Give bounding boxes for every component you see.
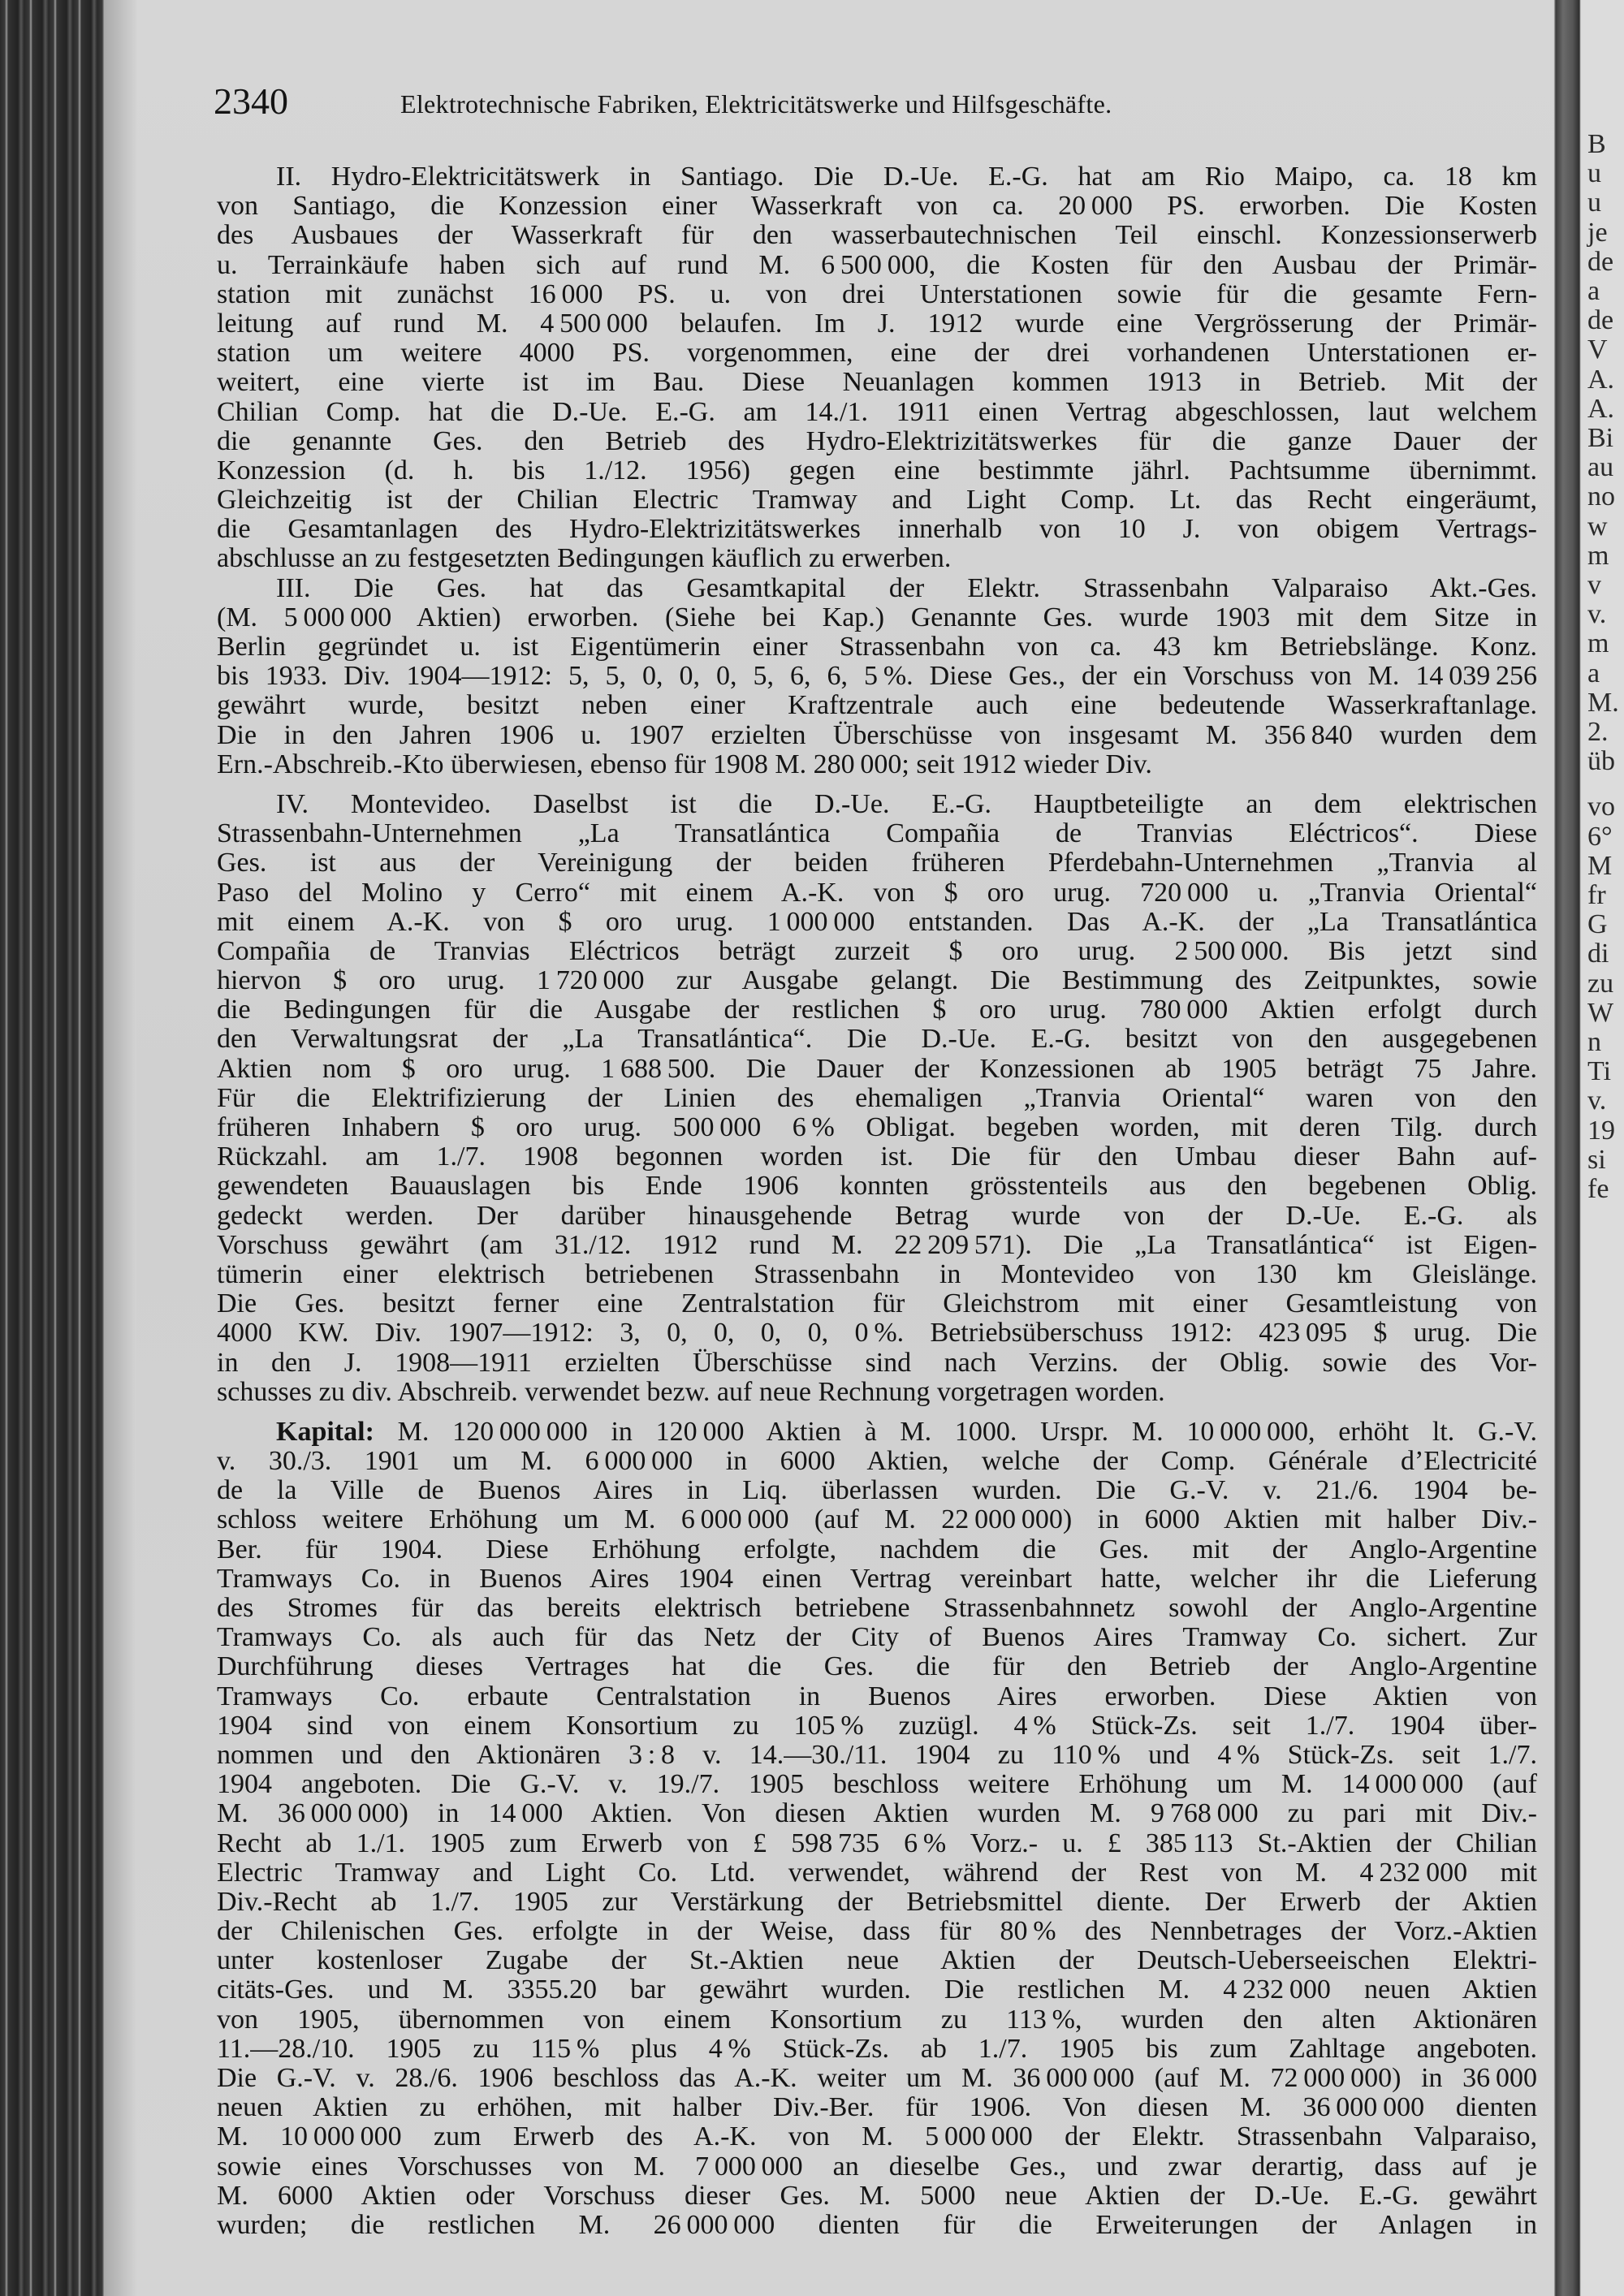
text-line: IV. Montevideo. Daselbst ist die D.-Ue. E.-G. Hauptbeteiligte an dem elektrischen xyxy=(276,789,1537,819)
next-page-fragment: 19 xyxy=(1587,1115,1615,1146)
text-line: III. Die Ges. hat das Gesamtkapital der Elektr. Strassenbahn Valparaiso Akt.-Ges. xyxy=(276,573,1537,603)
text-line: 11.—28./10. 1905 zu 115 % plus 4 % Stück-Zs. ab 1./7. 1905 bis zum Zahltage angeboten. xyxy=(217,2034,1537,2064)
paragraph-montevideo xyxy=(217,790,1537,1407)
text-line: hiervon $ oro urug. 1 720 000 zur Ausgabe gelangt. Die Bestimmung des Zeitpunktes, sowie xyxy=(217,966,1537,996)
text-line: M. 36 000 000) in 14 000 Aktien. Von diesen Aktien wurden M. 9 768 000 zu pari mit Div.- xyxy=(217,1799,1537,1829)
next-page-fragment: au xyxy=(1587,452,1614,483)
next-page-fragment: V xyxy=(1587,334,1608,365)
text-line xyxy=(217,1418,1537,1447)
text-line: de la Ville de Buenos Aires in Liq. überlassen wurden. Die G.-V. v. 21./6. 1904 be- xyxy=(217,1476,1537,1506)
text-line: Vorschuss gewährt (am 31./12. 1912 rund M. 22 209 571). Die „La Transatlántica“ ist Eigen- xyxy=(217,1230,1537,1260)
text-line: tümerin einer elektrisch betriebenen Strassenbahn in Montevideo von 130 km Gleislänge. xyxy=(217,1259,1537,1289)
next-page-fragment: B xyxy=(1587,129,1606,159)
next-page-fragment: zu xyxy=(1587,968,1614,999)
next-page-fragment: 6° xyxy=(1587,821,1613,852)
text-line: Rückzahl. am 1./7. 1908 begonnen worden ist. Die für den Umbau dieser Bahn auf- xyxy=(217,1142,1537,1172)
text-line: M. 10 000 000 zum Erwerb des A.-K. von M. 5 000 000 der Elektr. Strassenbahn Valparaiso, xyxy=(217,2122,1537,2152)
next-page-fragment: no xyxy=(1587,481,1615,512)
text-line: Electric Tramway and Light Co. Ltd. verwendet, während der Rest von M. 4 232 000 mit xyxy=(217,1858,1537,1888)
text-line: von 1905, übernommen von einem Konsortium zu 113 %, wurden den alten Aktionären xyxy=(217,2005,1537,2035)
section-lead: Kapital: xyxy=(276,1417,374,1447)
next-page-fragment: M. xyxy=(1587,687,1619,718)
next-page-fragment: m xyxy=(1587,628,1609,659)
text-line: station um weitere 4000 PS. vorgenommen, eine der drei vorhandenen Unterstationen er- xyxy=(217,339,1537,369)
text-line: 1904 sind von einem Konsortium zu 105 % zuzügl. 4 % Stück-Zs. seit 1./7. 1904 über- xyxy=(217,1711,1537,1741)
text-line: weitert, eine vierte ist im Bau. Diese Neuanlagen kommen 1913 in Betrieb. Mit der xyxy=(217,368,1537,398)
next-page-fragment: üb xyxy=(1587,746,1615,777)
text-line: Die in den Jahren 1906 u. 1907 erzielten Überschüsse von insgesamt M. 356 840 wurden dem xyxy=(217,720,1537,750)
line-text: M. 120 000 000 in 120 000 Aktien à M. 1000. Urspr. M. 10 000 000, erhöht lt. G.-V. xyxy=(397,1417,1537,1447)
text-line: II. Hydro-Elektricitätswerk in Santiago. Die D.-Ue. E.-G. hat am Rio Maipo, ca. 18 km xyxy=(276,162,1537,192)
text-line: Ern.-Abschreib.-Kto überwiesen, ebenso für 1908 M. 280 000; seit 1912 wieder Div. xyxy=(217,749,1152,779)
text-line: Durchführung dieses Vertrages hat die Ges. die für den Betrieb der Anglo-Argentine xyxy=(217,1652,1537,1682)
text-line: unter kostenloser Zugabe der St.-Aktien neue Aktien der Deutsch-Ueberseeischen Elektri- xyxy=(217,1946,1537,1976)
book-edge-left xyxy=(0,0,104,2296)
next-page-fragment: M xyxy=(1587,850,1613,881)
paragraph-valparaiso xyxy=(217,574,1537,779)
text-line: (M. 5 000 000 Aktien) erworben. (Siehe bei Kap.) Genannte Ges. wurde 1903 mit dem Sitze in xyxy=(217,602,1537,632)
text-line: den Verwaltungsrat der „La Transatlántica“. Die D.-Ue. E.-G. besitzt von den ausgegebenen xyxy=(217,1025,1537,1055)
next-page-fragment: je xyxy=(1587,217,1608,248)
text-line: der Chilenischen Ges. erfolgte in der Weise, dass für 80 % des Nennbetrages der Vorz.-Aktien xyxy=(217,1917,1537,1947)
text-line: Paso del Molino y Cerro“ mit einem A.-K. von $ oro urug. 720 000 u. „Tranvia Oriental“ xyxy=(217,878,1537,908)
page-number: 2340 xyxy=(214,80,288,122)
text-line: in den J. 1908—1911 erzielten Überschüsse sind nach Verzins. der Oblig. sowie des Vor- xyxy=(217,1348,1537,1378)
next-page-fragment: G xyxy=(1587,909,1608,940)
running-title: Elektrotechnische Fabriken, Elektricitätswerke und Hilfsgeschäfte. xyxy=(400,89,1112,119)
text-line: schloss weitere Erhöhung um M. 6 000 000 (auf M. 22 000 000) in 6000 Aktien mit halber Div.- xyxy=(217,1505,1537,1535)
text-line: 1904 angeboten. Die G.-V. v. 19./7. 1905 beschloss weitere Erhöhung um M. 14 000 000 (auf xyxy=(217,1770,1537,1800)
next-page-fragment: de xyxy=(1587,305,1614,336)
text-line: Tramways Co. als auch für das Netz der City of Buenos Aires Tramway Co. sichert. Zur xyxy=(217,1623,1537,1653)
text-line: die Gesamtanlagen des Hydro-Elektrizitätswerkes innerhalb von 10 J. von obigem Vertrags- xyxy=(217,515,1537,545)
text-line: von Santiago, die Konzession einer Wasserkraft von ca. 20 000 PS. erworben. Die Kosten xyxy=(217,192,1537,222)
text-column xyxy=(217,162,1537,2240)
next-page-fragment: a xyxy=(1587,658,1600,688)
next-page-fragment: Bi xyxy=(1587,423,1614,453)
text-line: citäts-Ges. und M. 3355.20 bar gewährt wurden. Die restlichen M. 4 232 000 neuen Aktien xyxy=(217,1975,1537,2005)
text-line: leitung auf rund M. 4 500 000 belaufen. Im J. 1912 wurde eine Vergrösserung der Primär- xyxy=(217,309,1537,339)
text-line: bis 1933. Div. 1904—1912: 5, 5, 0, 0, 0, 5, 6, 6, 5 %. Diese Ges., der ein Vorschuss von M. 14 039 256 xyxy=(217,662,1537,692)
text-line: schusses zu div. Abschreib. verwendet bezw. auf neue Rechnung vorgetragen worden. xyxy=(217,1377,1165,1407)
text-line: Die G.-V. v. 28./6. 1906 beschloss das A.-K. weiter um M. 36 000 000 (auf M. 72 000 000) in 36 000 xyxy=(217,2064,1537,2093)
next-page-fragment: si xyxy=(1587,1144,1606,1175)
text-line: gedeckt werden. Der darüber hinausgehende Betrag wurde von der D.-Ue. E.-G. als xyxy=(217,1201,1537,1231)
next-page-fragment: 2. xyxy=(1587,717,1609,747)
text-line: Div.-Recht ab 1./7. 1905 zur Verstärkung der Betriebsmittel diente. Der Erwerb der Aktien xyxy=(217,1887,1537,1917)
text-line: Gleichzeitig ist der Chilian Electric Tramway and Light Comp. Lt. das Recht eingeräumt, xyxy=(217,486,1537,516)
next-page-fragment: fr xyxy=(1587,880,1606,910)
next-page-fragment: v. xyxy=(1587,599,1607,630)
paragraph-kapital xyxy=(217,1418,1537,2240)
text-line: des Stromes für das bereits elektrisch betriebene Strassenbahnnetz sowohl der Anglo-Argentine xyxy=(217,1594,1537,1623)
text-line: gewendeten Bauauslagen bis Ende 1906 konnten grösstenteils aus den begebenen Oblig. xyxy=(217,1172,1537,1202)
book-binding xyxy=(1553,0,1581,2296)
next-page-fragment: de xyxy=(1587,246,1614,277)
text-line: u. Terrainkäufe haben sich auf rund M. 6 500 000, die Kosten für den Ausbau der Primär- xyxy=(217,250,1537,280)
text-line: mit einem A.-K. von $ oro urug. 1 000 000 entstanden. Das A.-K. der „La Transatlántica xyxy=(217,907,1537,937)
text-line: nommen und den Aktionären 3 : 8 v. 14.—30./11. 1904 zu 110 % und 4 % Stück-Zs. seit 1./7. xyxy=(217,1740,1537,1770)
text-line: Die Ges. besitzt ferner eine Zentralstation für Gleichstrom mit einer Gesamtleistung von xyxy=(217,1289,1537,1319)
text-line: früheren Inhabern $ oro urug. 500 000 6 % Obligat. begeben worden, mit deren Tilg. durch xyxy=(217,1113,1537,1142)
text-line: 4000 KW. Div. 1907—1912: 3, 0, 0, 0, 0, 0 %. Betriebsüberschuss 1912: 423 095 $ urug. Die xyxy=(217,1318,1537,1349)
text-line: die Bedingungen für die Ausgabe der restlichen $ oro urug. 780 000 Aktien erfolgt durch xyxy=(217,995,1537,1025)
next-page-fragment: A. xyxy=(1587,393,1615,424)
text-line: Berlin gegründet u. ist Eigentümerin einer Strassenbahn von ca. 43 km Betriebslänge. Konz. xyxy=(217,632,1537,662)
next-page-fragment: a xyxy=(1587,276,1600,306)
paragraph-hydro-santiago xyxy=(217,162,1537,574)
text-line: sowie eines Vorschusses von M. 7 000 000 an dieselbe Ges., und zwar derartig, dass auf je xyxy=(217,2151,1537,2182)
next-page-strip xyxy=(1581,0,1624,2296)
next-page-fragment: W xyxy=(1587,997,1614,1028)
next-page-fragment: fe xyxy=(1587,1174,1609,1204)
text-line: Aktien nom $ oro urug. 1 688 500. Die Dauer der Konzessionen ab 1905 beträgt 75 Jahre. xyxy=(217,1054,1537,1084)
next-page-fragment: v xyxy=(1587,570,1601,600)
text-line: Strassenbahn-Unternehmen „La Transatlántica Compañia de Tranvias Eléctricos“. Diese xyxy=(217,819,1537,849)
text-line: neuen Aktien zu erhöhen, mit halber Div.-Ber. für 1906. Von diesen M. 36 000 000 dienten xyxy=(217,2093,1537,2123)
next-page-fragment: di xyxy=(1587,939,1609,969)
text-line: Chilian Comp. hat die D.-Ue. E.-G. am 14./1. 1911 einen Vertrag abgeschlossen, laut welchem xyxy=(217,397,1537,427)
text-line: Tramways Co. in Buenos Aires 1904 einen Vertrag vereinbart hatte, welcher ihr die Lieferung xyxy=(217,1564,1537,1594)
text-line: wurden; die restlichen M. 26 000 000 dienten für die Erweiterungen der Anlagen in xyxy=(217,2210,1537,2240)
text-line: gewährt wurde, besitzt neben einer Kraftzentrale auch eine bedeutende Wasserkraftanlage. xyxy=(217,691,1537,721)
text-line: Konzession (d. h. bis 1./12. 1956) gegen eine bestimmte jährl. Pachtsumme übernimmt. xyxy=(217,455,1537,486)
next-page-fragment: n xyxy=(1587,1027,1601,1057)
text-line: M. 6000 Aktien oder Vorschuss dieser Ges. M. 5000 neue Aktien der D.-Ue. E.-G. gewährt xyxy=(217,2181,1537,2211)
next-page-fragment: v. xyxy=(1587,1085,1607,1116)
next-page-fragment: A. xyxy=(1587,364,1615,395)
text-line: abschlusse an zu festgesetzten Bedingungen käuflich zu erwerben. xyxy=(217,544,952,574)
text-line: v. 30./3. 1901 um M. 6 000 000 in 6000 Aktien, welche der Comp. Générale d’Electricité xyxy=(217,1447,1537,1477)
next-page-fragment: w xyxy=(1587,511,1608,542)
next-page-fragment: u xyxy=(1587,158,1601,189)
next-page-fragment: Ti xyxy=(1587,1056,1612,1087)
next-page-fragment: vo xyxy=(1587,792,1615,822)
text-line: die genannte Ges. den Betrieb des Hydro-Elektrizitätswerkes für die ganze Dauer der xyxy=(217,426,1537,456)
text-line: Für die Elektrifizierung der Linien des ehemaligen „Tranvia Oriental“ waren von den xyxy=(217,1083,1537,1113)
text-line: des Ausbaues der Wasserkraft für den wasserbautechnischen Teil einschl. Konzessionserwerb xyxy=(217,221,1537,251)
text-line: Ber. für 1904. Diese Erhöhung erfolgte, nachdem die Ges. mit der Anglo-Argentine xyxy=(217,1534,1537,1564)
text-line: Compañia de Tranvias Eléctricos beträgt zurzeit $ oro urug. 2 500 000. Bis jetzt sind xyxy=(217,936,1537,966)
next-page-fragment: m xyxy=(1587,540,1609,571)
next-page-fragment: u xyxy=(1587,188,1601,218)
text-line: Ges. ist aus der Vereinigung der beiden früheren Pferdebahn-Unternehmen „Tranvia al xyxy=(217,848,1537,878)
text-line: station mit zunächst 16 000 PS. u. von drei Unterstationen sowie für die gesamte Fern- xyxy=(217,279,1537,309)
page-shadow xyxy=(104,0,136,2296)
text-line: Recht ab 1./1. 1905 zum Erwerb von £ 598 735 6 % Vorz.- u. £ 385 113 St.-Aktien der Chilian xyxy=(217,1828,1537,1858)
text-line: Tramways Co. erbaute Centralstation in Buenos Aires erworben. Diese Aktien von xyxy=(217,1681,1537,1711)
